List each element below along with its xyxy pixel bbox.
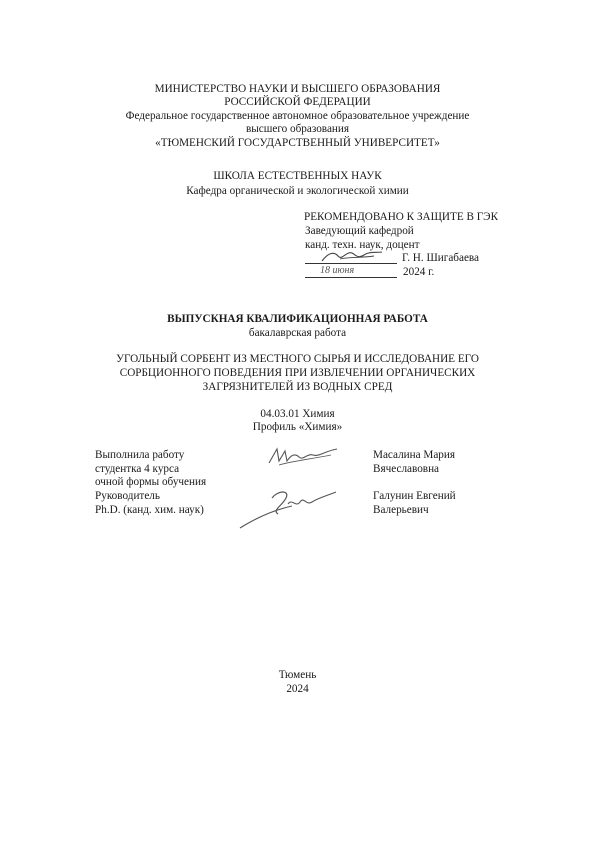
- approval-date-handwritten: 18 июня: [320, 265, 355, 276]
- university-name: «ТЮМЕНСКИЙ ГОСУДАРСТВЕННЫЙ УНИВЕРСИТЕТ»: [155, 137, 440, 149]
- approval-year: 2024 г.: [403, 266, 435, 278]
- ministry-line-2: РОССИЙСКОЙ ФЕДЕРАЦИИ: [224, 96, 371, 108]
- author-name-2: Вячеславовна: [373, 463, 440, 475]
- approval-date-line: [305, 277, 397, 278]
- author-name-1: Масалина Мария: [373, 449, 456, 461]
- author-label-2: студентка 4 курса: [95, 463, 180, 475]
- ministry-line-1: МИНИСТЕРСТВО НАУКИ И ВЫСШЕГО ОБРАЗОВАНИЯ: [154, 83, 441, 95]
- work-title-line-3: ЗАГРЯЗНИТЕЛЕЙ ИЗ ВОДНЫХ СРЕД: [202, 381, 393, 393]
- work-title-line-1: УГОЛЬНЫЙ СОРБЕНТ ИЗ МЕСТНОГО СЫРЬЯ И ИССЛЕДОВАНИЕ ЕГО: [116, 353, 479, 365]
- supervisor-label-1: Руководитель: [95, 490, 160, 502]
- supervisor-signature-image: [232, 484, 342, 534]
- supervisor-name-1: Галунин Евгений: [373, 490, 456, 502]
- institution-line-1: Федеральное государственное автономное образовательное учреждение: [125, 110, 470, 122]
- author-label-1: Выполнила работу: [95, 449, 185, 461]
- department-name: Кафедра органической и экологической химии: [186, 185, 409, 197]
- supervisor-name-2: Валерьевич: [373, 504, 429, 516]
- school-name: ШКОЛА ЕСТЕСТВЕННЫХ НАУК: [213, 170, 382, 182]
- profile: Профиль «Химия»: [252, 421, 343, 433]
- work-subtype: бакалаврская работа: [248, 327, 347, 339]
- head-name: Г. Н. Шигабаева: [402, 252, 480, 264]
- author-signature-image: [265, 443, 345, 469]
- supervisor-label-2: Ph.D. (канд. хим. наук): [95, 504, 204, 516]
- specialty-code: 04.03.01 Химия: [260, 408, 335, 420]
- head-signature-image: [318, 247, 388, 265]
- institution-line-2: высшего образования: [245, 123, 350, 135]
- approval-role: Заведующий кафедрой: [305, 225, 414, 237]
- approval-title: РЕКОМЕНДОВАНО К ЗАЩИТЕ В ГЭК: [304, 211, 499, 223]
- work-title-line-2: СОРБЦИОННОГО ПОВЕДЕНИЯ ПРИ ИЗВЛЕЧЕНИИ ОРГАНИЧЕСКИХ: [119, 367, 476, 379]
- footer-city: Тюмень: [278, 669, 317, 681]
- work-type: ВЫПУСКНАЯ КВАЛИФИКАЦИОННАЯ РАБОТА: [167, 313, 428, 325]
- author-label-3: очной формы обучения: [95, 476, 207, 488]
- approval-degree: канд. техн. наук, доцент: [305, 239, 420, 251]
- footer-year: 2024: [286, 683, 309, 695]
